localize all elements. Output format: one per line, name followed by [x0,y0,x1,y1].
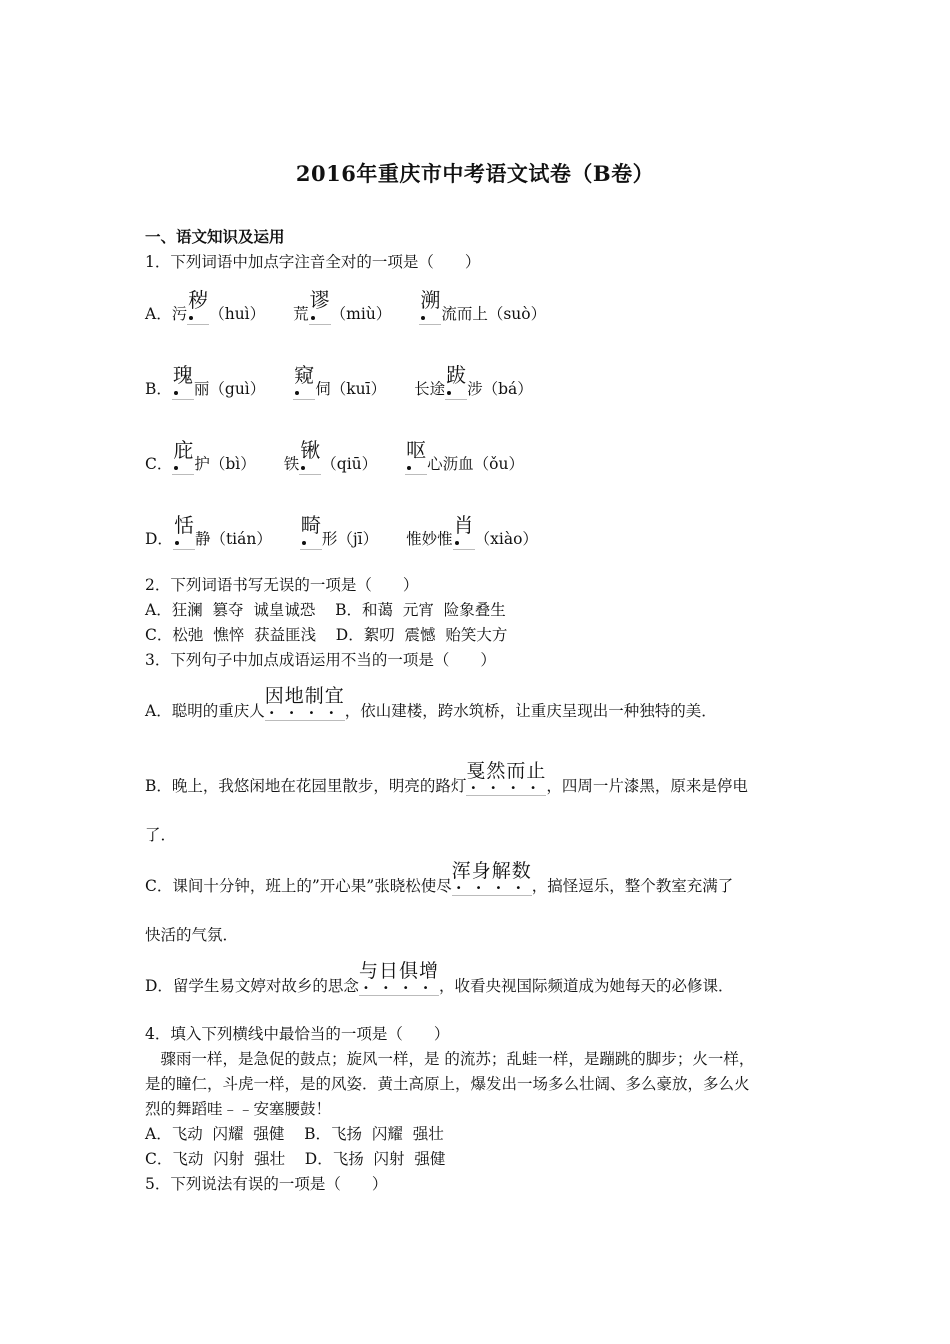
q3-option-c-continued: 快活的气氛． [145,926,239,944]
dotted-idiom: 浑身解数 •••• [451,860,536,894]
emphasis-dots: •••• [455,883,536,894]
dotted-idiom: 戛然而止 •••• [466,760,550,794]
dotted-char: 肖 [453,515,475,550]
emphasis-dots: •••• [268,708,349,719]
dotted-char: 恬 [173,515,195,550]
question-1-stem: 1．下列词语中加点字注音全对的一项是（ ） [145,253,481,271]
q3-option-d: D．留学生易文婷对故乡的思念与日俱增 •••• ，收看央视国际频道成为她每天的必修课． [145,960,734,995]
emphasis-dots: •••• [470,783,550,794]
dotted-char: 锹 [299,440,321,475]
q4-options-ab: A．飞动 闪耀 强健 B．飞扬 闪耀 强壮 [145,1125,444,1143]
dotted-idiom: 因地制宜 •••• [264,685,349,719]
dotted-char: 谬 [309,290,331,325]
q3-option-a: A．聪明的重庆人因地制宜 •••• ，依山建楼，跨水筑桥，让重庆呈现出一种独特的美． [145,685,717,720]
q4-options-cd: C．飞动 闪射 强壮 D．飞扬 闪射 强健 [145,1150,446,1168]
dotted-char: 窥 [293,365,315,400]
q3-option-c: C．课间十分钟，班上的”开心果”张晓松使尽浑身解数 •••• ，搞怪逗乐，整个教室充满了 [145,860,734,895]
dotted-char: 瑰 [172,365,194,400]
question-5-stem: 5．下列说法有误的一项是（ ） [145,1175,388,1193]
q3-option-b-continued: 了． [145,826,177,844]
q2-options-cd: C．松弛 憔悴 获益匪浅 D．絮叨 震憾 贻笑大方 [145,626,508,644]
q4-passage-line-3: 烈的舞蹈哇﹣﹣安塞腰鼓！ [145,1100,332,1118]
dotted-char: 溯 [419,290,441,325]
q1-option-b: B．瑰丽（guì）窥伺（kuī） 长途跋涉（bá） [145,363,533,398]
dotted-char: 跋 [445,365,467,400]
q1-option-d: D．恬静（tián）畸形（jī） 惟妙惟肖（xiào） [145,513,538,548]
q4-passage-line-1: 骤雨一样，是急促的鼓点；旋风一样，是 的流苏；乱蛙一样，是蹦跳的脚步；火一样， [145,1050,755,1068]
emphasis-dots: •••• [362,983,443,994]
question-2-stem: 2．下列词语书写无误的一项是（ ） [145,576,419,594]
question-4-stem: 4．填入下列横线中最恰当的一项是（ ） [145,1025,450,1043]
q1-option-c: C．庇护（bì） 铁锹（qiū）呕心沥血（ǒu） [145,438,524,473]
dotted-char: 畸 [300,515,322,550]
dotted-char: 庇 [172,440,194,475]
q4-passage-line-2: 是的瞳仁，斗虎一样，是的风姿．黄土高原上，爆发出一场多么壮阔、多么豪放，多么火 [145,1075,750,1093]
page-title: 2016年重庆市中考语文试卷（B卷） [295,161,655,186]
dotted-char: 呕 [405,440,427,475]
question-3-stem: 3．下列句子中加点成语运用不当的一项是（ ） [145,651,496,669]
dotted-idiom: 与日俱增 •••• [358,960,443,994]
q1-option-a: A．污秽（huì） 荒谬（miù）溯流而上（suò） [145,288,547,323]
q2-options-ab: A．狂澜 篡夺 诚皇诚恐 B．和蔼 元宵 险象叠生 [145,601,506,619]
section-heading: 一、语文知识及运用 [145,227,285,246]
q3-option-b: B．晚上，我悠闲地在花园里散步，明亮的路灯戛然而止 •••• ，四周一片漆黑，原来是停电 [145,760,748,795]
dotted-char: 秽 [187,290,209,325]
